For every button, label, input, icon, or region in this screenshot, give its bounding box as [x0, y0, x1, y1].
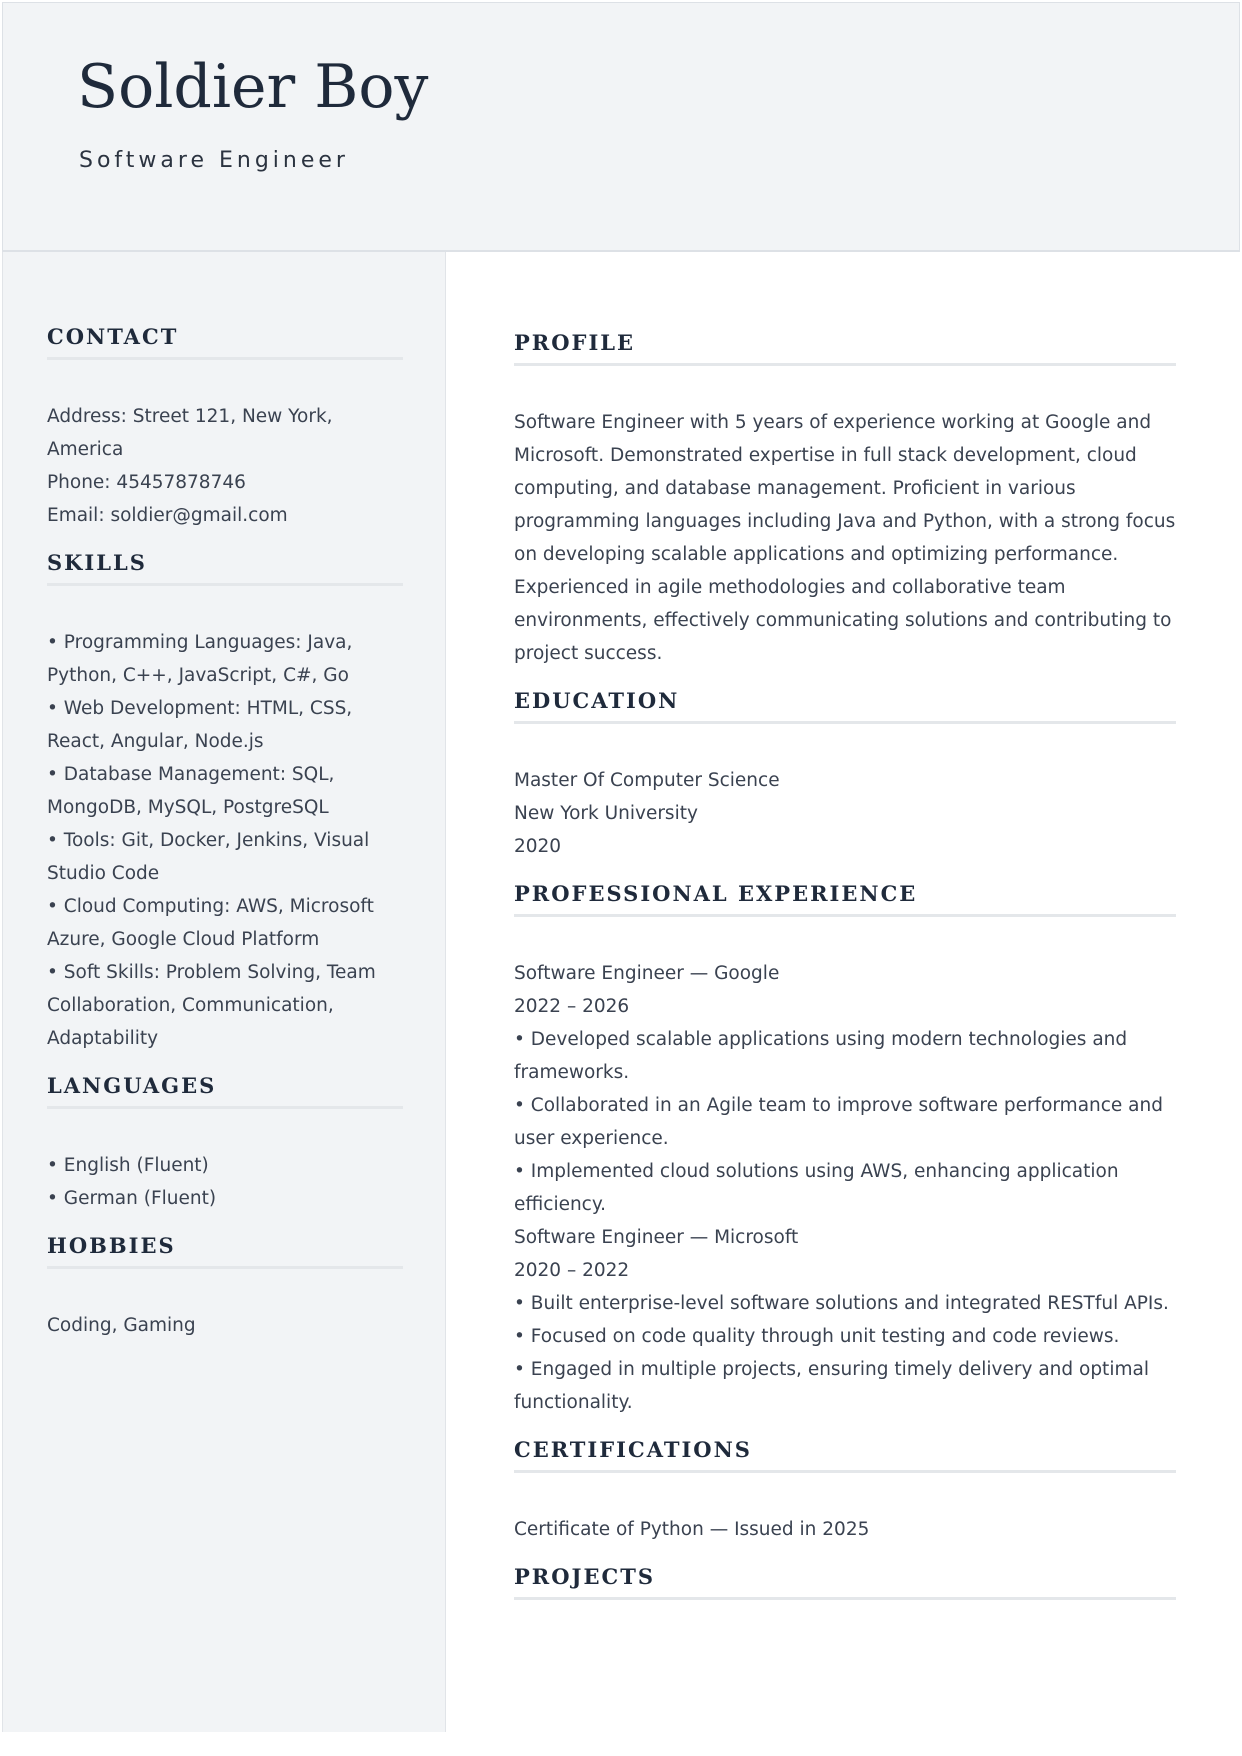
skill-item: • Database Management: SQL, MongoDB, MySQL, PostgreSQL — [47, 764, 335, 818]
education-section — [514, 688, 1176, 881]
resume-header — [2, 2, 1240, 252]
education-school: New York University — [514, 803, 698, 824]
skills-body — [47, 586, 403, 1073]
language-item: • English (Fluent) — [47, 1155, 209, 1176]
skill-item: • Programming Languages: Java, Python, C++, JavaScript, C#, Go — [47, 632, 353, 686]
projects-heading: PROJECTS — [514, 1564, 1176, 1600]
job-bullet: • Built enterprise-level software solutions and integrated RESTful APIs. — [514, 1293, 1169, 1314]
contact-email: Email: soldier@gmail.com — [47, 505, 288, 526]
projects-section — [514, 1564, 1176, 1600]
education-body — [514, 724, 1176, 881]
skills-section — [47, 550, 403, 1073]
education-heading: EDUCATION — [514, 688, 1176, 724]
job-role: Software Engineer — Microsoft — [514, 1227, 799, 1248]
skill-item: • Web Development: HTML, CSS, React, Angular, Node.js — [47, 698, 353, 752]
education-year: 2020 — [514, 836, 562, 857]
job-dates: 2020 – 2022 — [514, 1260, 630, 1281]
job-role: Software Engineer — Google — [514, 963, 780, 984]
experience-section — [514, 881, 1176, 1437]
profile-section — [514, 330, 1176, 688]
profile-body — [514, 366, 1176, 688]
certifications-heading: CERTIFICATIONS — [514, 1437, 1176, 1473]
resume-page — [2, 2, 1240, 1732]
languages-section — [47, 1073, 403, 1233]
hobbies-section — [47, 1233, 403, 1360]
certification-item: Certificate of Python — Issued in 2025 — [514, 1519, 870, 1540]
certifications-section — [514, 1437, 1176, 1564]
certifications-body — [514, 1473, 1176, 1564]
skill-item: • Soft Skills: Problem Solving, Team Collaboration, Communication, Adaptability — [47, 962, 376, 1049]
education-degree: Master Of Computer Science — [514, 770, 780, 791]
job-bullet: • Focused on code quality through unit testing and code reviews. — [514, 1326, 1120, 1347]
hobbies-heading: HOBBIES — [47, 1233, 403, 1269]
job-bullet: • Implemented cloud solutions using AWS, enhancing application efficiency. — [514, 1161, 1119, 1215]
contact-section — [47, 324, 403, 550]
job-bullet: • Collaborated in an Agile team to improve software performance and user experience. — [514, 1095, 1163, 1149]
sidebar — [2, 252, 446, 1732]
job-bullet: • Developed scalable applications using modern technologies and frameworks. — [514, 1029, 1128, 1083]
profile-text: Software Engineer with 5 years of experience working at Google and Microsoft. Demonstrated expertise in full stack development, cloud computing, and database management. Proficient in various programming languages including Java and Python, with a strong focus on developing scalable applications and optimizing performance. Experienced in agile methodologies and collaborative team environments, effectively communicating solutions and contributing to project success. — [514, 412, 1176, 664]
skill-item: • Tools: Git, Docker, Jenkins, Visual Studio Code — [47, 830, 370, 884]
candidate-name: Soldier Boy — [77, 52, 429, 122]
hobbies-body — [47, 1269, 403, 1360]
candidate-title: Software Engineer — [79, 148, 349, 173]
contact-address: Address: Street 121, New York, America — [47, 406, 333, 460]
contact-heading: CONTACT — [47, 324, 403, 360]
language-item: • German (Fluent) — [47, 1188, 217, 1209]
skill-item: • Cloud Computing: AWS, Microsoft Azure, Google Cloud Platform — [47, 896, 374, 950]
contact-body — [47, 360, 403, 550]
experience-body — [514, 917, 1176, 1437]
languages-heading: LANGUAGES — [47, 1073, 403, 1109]
skills-heading: SKILLS — [47, 550, 403, 586]
profile-heading: PROFILE — [514, 330, 1176, 366]
languages-body — [47, 1109, 403, 1233]
job-dates: 2022 – 2026 — [514, 996, 630, 1017]
job-bullet: • Engaged in multiple projects, ensuring timely delivery and optimal functionality. — [514, 1359, 1149, 1413]
experience-heading: PROFESSIONAL EXPERIENCE — [514, 881, 1176, 917]
main-column — [514, 252, 1176, 1600]
contact-phone: Phone: 45457878746 — [47, 472, 246, 493]
hobbies-text: Coding, Gaming — [47, 1315, 196, 1336]
